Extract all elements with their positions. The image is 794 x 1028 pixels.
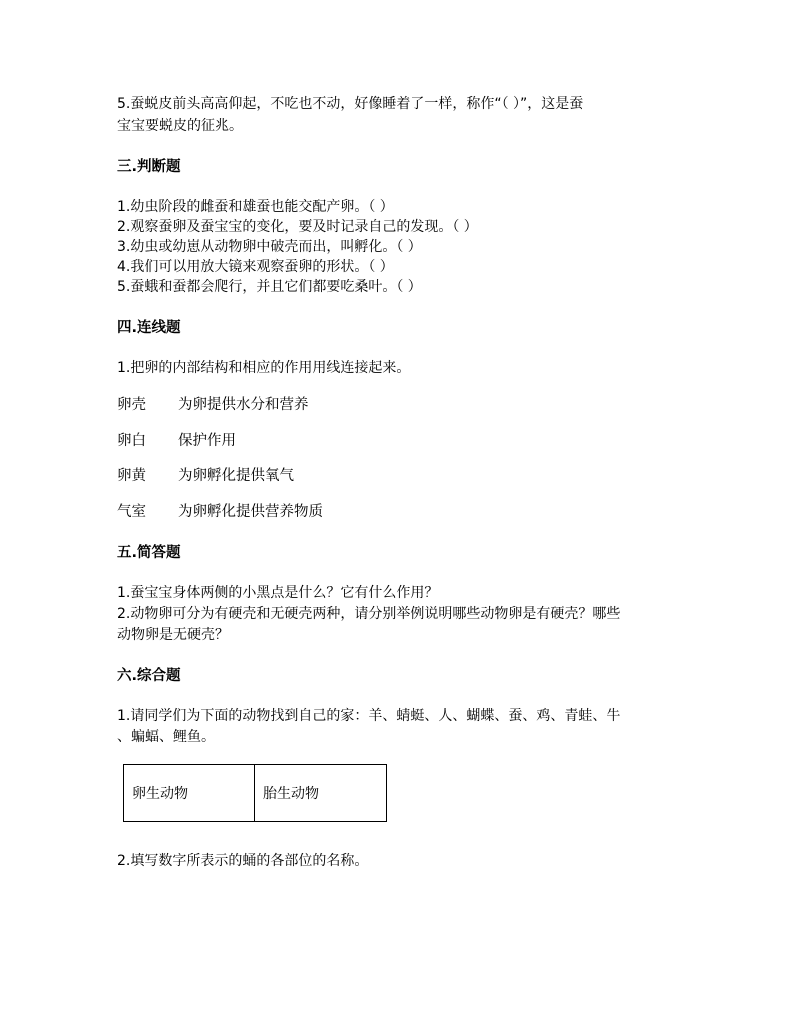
judgement-item: 1.幼虫阶段的雌蚕和雄蚕也能交配产卵。（ ） (117, 199, 394, 215)
matching-left-item: 卵黄 (117, 468, 146, 484)
judgement-item: 4.我们可以用放大镜来观察蚕卵的形状。（ ） (117, 259, 394, 275)
short-answer-question: 动物卵是无硬壳？ (117, 627, 229, 643)
section-heading-comprehensive: 六.综合题 (117, 668, 181, 684)
section-heading-short-answer: 五.简答题 (117, 545, 181, 561)
short-answer-question: 1.蚕宝宝身体两侧的小黑点是什么？它有什么作用？ (117, 585, 439, 601)
comprehensive-question: 2.填写数字所表示的蛹的各部位的名称。 (117, 853, 369, 869)
section-heading-matching: 四.连线题 (117, 320, 181, 336)
judgement-item: 2.观察蚕卵及蚕宝宝的变化，要及时记录自己的发现。（ ） (117, 219, 478, 235)
matching-left-item: 卵白 (117, 433, 146, 449)
matching-right-item: 为卵提供水分和营养 (178, 397, 309, 413)
matching-right-item: 保护作用 (178, 433, 236, 449)
table-cell-viviparous[interactable]: 胎生动物 (255, 765, 387, 822)
question-text: 5.蚕蜕皮前头高高仰起，不吃也不动，好像睡着了一样，称作“（ ）”，这是蚕 (117, 96, 584, 112)
judgement-item: 3.幼虫或幼崽从动物卵中破壳而出，叫孵化。（ ） (117, 239, 422, 255)
table-cell-oviparous[interactable]: 卵生动物 (124, 765, 255, 822)
matching-left-item: 气室 (117, 504, 146, 520)
matching-right-item: 为卵孵化提供营养物质 (178, 504, 323, 520)
matching-right-item: 为卵孵化提供氧气 (178, 468, 294, 484)
matching-instruction: 1.把卵的内部结构和相应的作用用线连接起来。 (117, 360, 411, 376)
comprehensive-question: 1.请同学们为下面的动物找到自己的家：羊、蜻蜓、人、蝴蝶、蚕、鸡、青蛙、牛 (117, 708, 621, 724)
comprehensive-question: 、蝙蝠、鲤鱼。 (117, 729, 215, 745)
matching-left-item: 卵壳 (117, 397, 146, 413)
judgement-item: 5.蚕蛾和蚕都会爬行，并且它们都要吃桑叶。（ ） (117, 279, 422, 295)
animal-classification-table (123, 764, 387, 822)
section-heading-judgement: 三.判断题 (117, 159, 181, 175)
question-text: 宝宝要蜕皮的征兆。 (117, 118, 243, 134)
short-answer-question: 2.动物卵可分为有硬壳和无硬壳两种，请分别举例说明哪些动物卵是有硬壳？哪些 (117, 606, 621, 622)
